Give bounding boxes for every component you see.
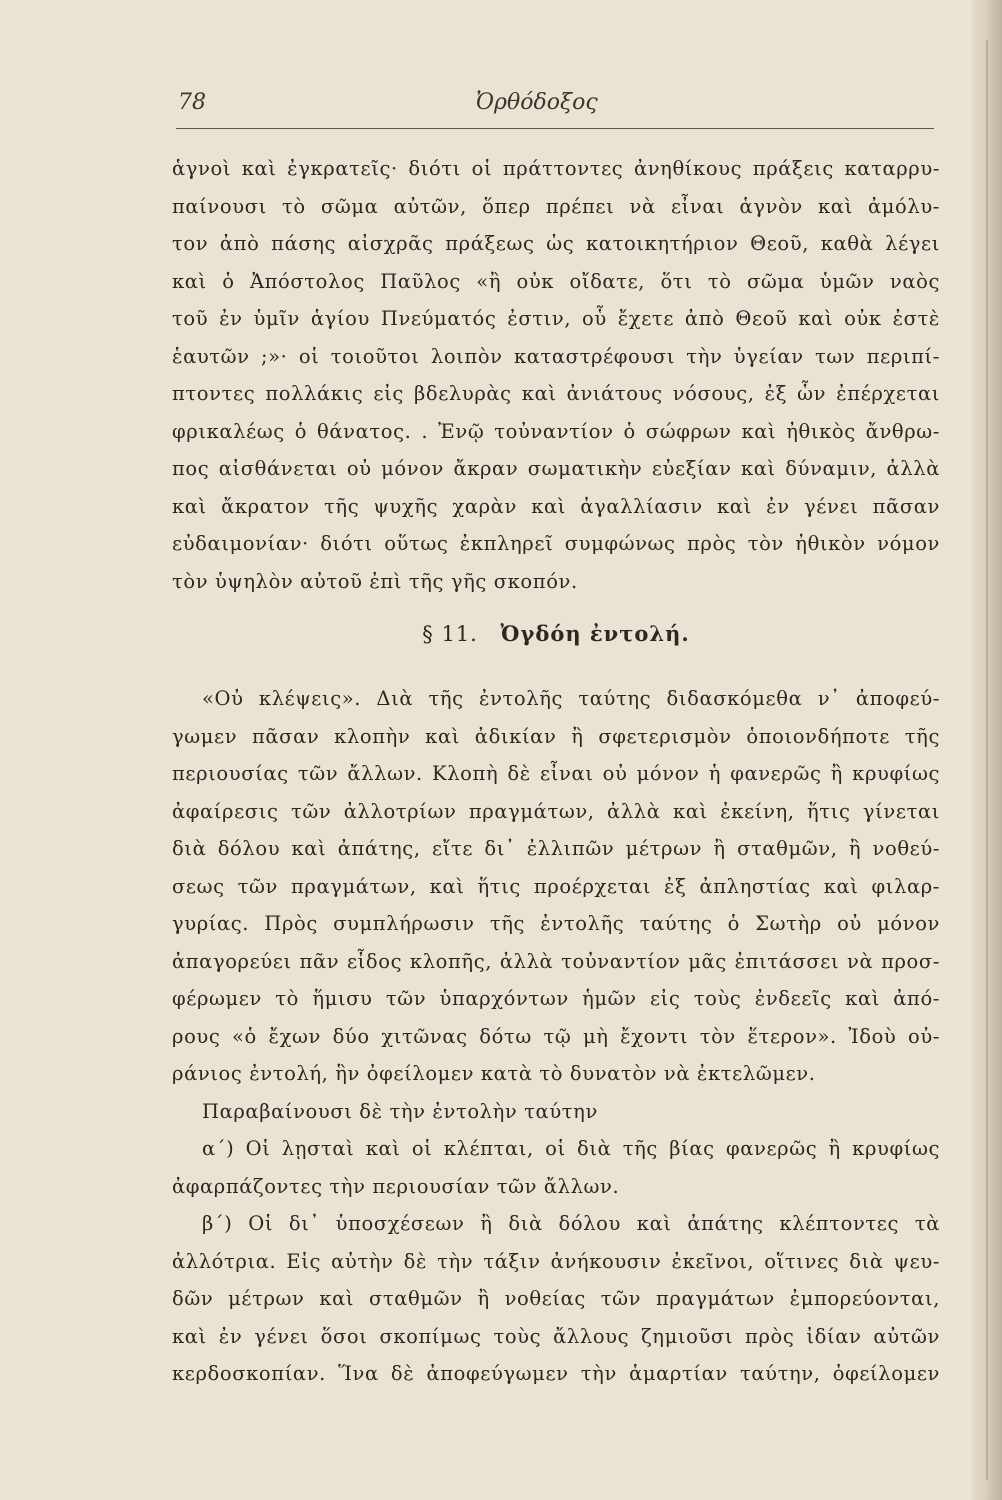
list-item-a	[172, 1130, 940, 1205]
list-item-b	[172, 1205, 940, 1393]
text-line: φέρωμεν τὸ ἥμισυ τῶν ὑπαρχόντων ἡμῶν εἰς τοὺς ἐνδεεῖς καὶ ἀπό-	[172, 987, 940, 1010]
text-line: τὸν ὑψηλὸν αὐτοῦ ἐπὶ τῆς γῆς σκοπόν.	[172, 569, 578, 593]
text-line: διὰ δόλου καὶ ἀπάτης, εἴτε δι᾿ ἐλλιπῶν μέτρων ἢ σταθμῶν, ἢ νοθεύ-	[172, 837, 940, 860]
text-line: καὶ ἄκρατον τῆς ψυχῆς χαρὰν καὶ ἀγαλλίασιν καὶ ἐν γένει πᾶσαν	[172, 494, 940, 518]
running-head	[176, 88, 936, 128]
text-line: ράνιος ἐντολή, ἣν ὀφείλομεν κατὰ τὸ δυνατὸν νὰ ἐκτελῶμεν.	[172, 1062, 816, 1085]
text-line: γωμεν πᾶσαν κλοπὴν καὶ ἀδικίαν ἢ σφετερισμὸν ὁποιονδήποτε τῆς	[172, 724, 940, 748]
text-line: «Οὐ κλέψεις». Διὰ τῆς ἐντολῆς ταύτης διδασκόμεθα ν᾿ ἀποφεύ-	[202, 687, 940, 710]
page-edge-shadow	[972, 0, 1002, 1500]
text-line: ἀφαρπάζοντες τὴν περιουσίαν τῶν ἄλλων.	[172, 1174, 620, 1198]
section-title: Ὀγδόη ἐντολή.	[500, 621, 690, 646]
section-body	[172, 680, 940, 1393]
paragraph-2	[172, 680, 940, 1093]
text-line: ρους «ὁ ἔχων δύο χιτῶνας δότω τῷ μὴ ἔχοντι τὸν ἕτερον». Ἰδοὺ οὐ-	[172, 1024, 940, 1048]
text-line: Παραβαίνουσι δὲ τὴν ἐντολὴν ταύτην	[202, 1099, 598, 1123]
text-line: περιουσίας τῶν ἄλλων. Κλοπὴ δὲ εἶναι οὐ μόνον ἡ φανερῶς ἢ κρυφίως	[172, 762, 940, 785]
binding-line	[986, 40, 988, 1480]
text-line: γυρίας. Πρὸς συμπλήρωσιν τῆς ἐντολῆς ταύτης ὁ Σωτὴρ οὐ μόνον	[172, 912, 940, 935]
paragraph-3	[172, 1093, 940, 1131]
text-line: εὐδαιμονίαν· διότι οὕτως ἐκπληρεῖ συμφώνως πρὸς τὸν ἠθικὸν νόμον	[172, 532, 940, 555]
section-number: § 11.	[422, 622, 478, 646]
text-line: πτοντες πολλάκις εἰς βδελυρὰς καὶ ἀνιάτους νόσους, ἐξ ὧν ἐπέρχεται	[172, 382, 940, 405]
section-heading	[172, 612, 940, 656]
paragraph-1	[172, 150, 940, 600]
header-rule	[176, 128, 934, 129]
text-line: πος αἰσθάνεται οὐ μόνον ἄκραν σωματικὴν εὐεξίαν καὶ δύναμιν, ἀλλὰ	[172, 457, 940, 480]
running-title: Ὀρθόδοξος	[476, 90, 598, 115]
text-line: τοῦ ἐν ὑμῖν ἁγίου Πνεύματός ἐστιν, οὗ ἔχετε ἀπὸ Θεοῦ καὶ οὐκ ἐστὲ	[172, 307, 940, 330]
text-line: δῶν μέτρων καὶ σταθμῶν ἢ νοθείας τῶν πραγμάτων ἐμπορεύονται,	[172, 1287, 940, 1310]
text-line: ἀφαίρεσις τῶν ἀλλοτρίων πραγμάτων, ἀλλὰ καὶ ἐκείνη, ἥτις γίνεται	[172, 799, 940, 823]
text-line: καὶ ὁ Ἀπόστολος Παῦλος «ἢ οὐκ οἴδατε, ὅτι τὸ σῶμα ὑμῶν ναὸς	[172, 269, 940, 293]
text-line: τον ἀπὸ πάσης αἰσχρᾶς πράξεως ὡς κατοικητήριον Θεοῦ, καθὰ λέγει	[172, 232, 940, 255]
text-line: παίνουσι τὸ σῶμα αὐτῶν, ὅπερ πρέπει νὰ εἶναι ἁγνὸν καὶ ἀμόλυ-	[172, 194, 940, 218]
text-line: ἀλλότρια. Εἰς αὐτὴν δὲ τὴν τάξιν ἀνήκουσιν ἐκεῖνοι, οἵτινες διὰ ψευ-	[172, 1249, 940, 1273]
text-line: φρικαλέως ὁ θάνατος. . Ἐνῷ τοὐναντίον ὁ σώφρων καὶ ἠθικὸς ἄνθρω-	[172, 419, 940, 443]
text-line: σεως τῶν πραγμάτων, καὶ ἥτις προέρχεται ἐξ ἀπληστίας καὶ φιλαρ-	[172, 874, 940, 898]
text-line: κερδοσκοπίαν. Ἵνα δὲ ἀποφεύγωμεν τὴν ἁμαρτίαν ταύτην, ὀφείλομεν	[172, 1362, 940, 1385]
text-line: α΄) Οἱ λῃσταὶ καὶ οἱ κλέπται, οἱ διὰ τῆς βίας φανερῶς ἢ κρυφίως	[202, 1137, 940, 1160]
text-line: β΄) Οἱ δι᾿ ὑποσχέσεων ἢ διὰ δόλου καὶ ἀπάτης κλέπτοντες τὰ	[202, 1212, 940, 1235]
text-line: ἀπαγορεύει πᾶν εἶδος κλοπῆς, ἀλλὰ τοὐναντίον μᾶς ἐπιτάσσει νὰ προσ-	[172, 949, 940, 973]
text-line: καὶ ἐν γένει ὅσοι σκοπίμως τοὺς ἄλλους ζημιοῦσι πρὸς ἰδίαν αὐτῶν	[172, 1324, 940, 1348]
text-line: ἁγνοὶ καὶ ἐγκρατεῖς· διότι οἱ πράττοντες ἀνηθίκους πράξεις καταρρυ-	[172, 157, 940, 180]
text-line: ἑαυτῶν ;»· οἱ τοιοῦτοι λοιπὸν καταστρέφουσι τὴν ὑγείαν των περιπί-	[172, 344, 940, 368]
page-number: 78	[178, 90, 206, 115]
